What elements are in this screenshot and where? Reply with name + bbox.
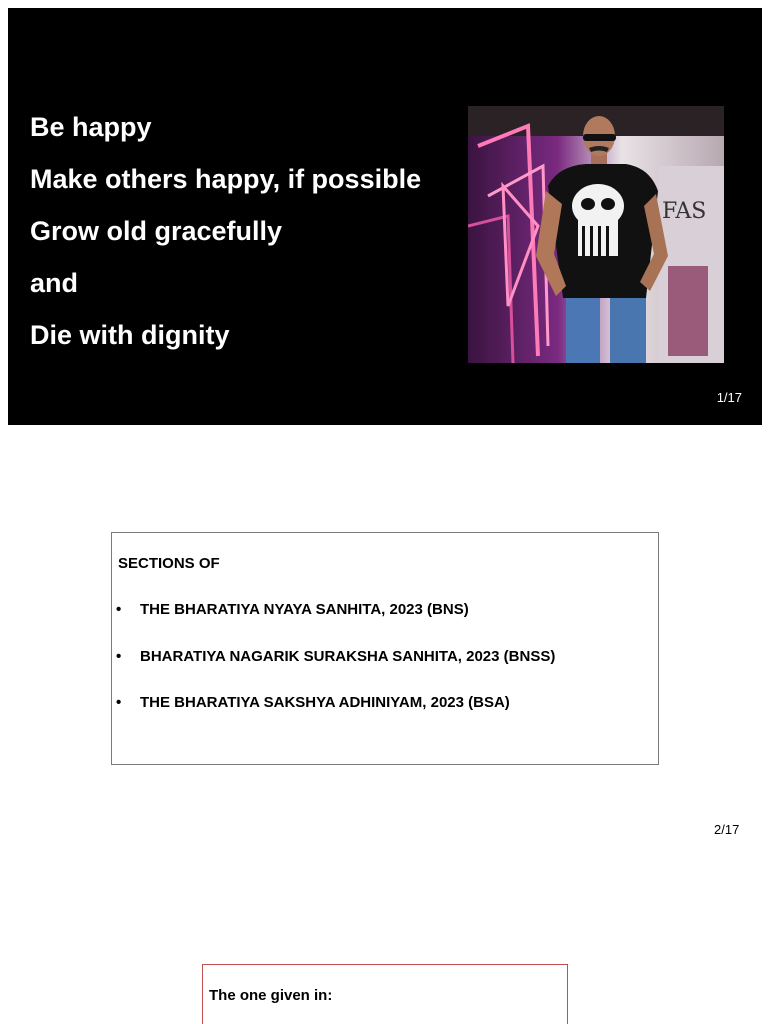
portrait-illustration: [468, 106, 724, 363]
bullet: •: [116, 648, 122, 665]
list-item-label: THE BHARATIYA NYAYA SANHITA, 2023 (BNS): [140, 601, 469, 618]
quote-line-4: and: [30, 268, 79, 298]
list-item-label: BHARATIYA NAGARIK SURAKSHA SANHITA, 2023 (BNSS): [140, 648, 556, 665]
slide-1: [8, 8, 762, 425]
quote-line-5: Die with dignity: [30, 320, 230, 350]
bullet: •: [116, 694, 122, 711]
sections-heading: SECTIONS OF: [118, 555, 220, 572]
quote-lines: [30, 101, 421, 361]
page-number-2: 2/17: [714, 822, 740, 837]
quote-line-1: Be happy: [30, 112, 152, 142]
portrait-photo: [468, 106, 724, 363]
slide-3-box: [202, 964, 568, 1024]
page-number-1: 1/17: [716, 390, 742, 405]
list-item-bnss: [116, 648, 555, 665]
list-item-bsa: [116, 694, 510, 711]
slide-2-box: [111, 532, 659, 765]
shirt-text: FAS: [662, 199, 707, 224]
bullet: •: [116, 601, 122, 618]
list-item-bns: [116, 601, 469, 618]
quote-line-2: Make others happy, if possible: [30, 164, 422, 194]
slide-3-heading: The one given in:: [209, 987, 333, 1004]
list-item-label: THE BHARATIYA SAKSHYA ADHINIYAM, 2023 (BSA): [140, 694, 510, 711]
quote-line-3: Grow old gracefully: [30, 216, 283, 246]
